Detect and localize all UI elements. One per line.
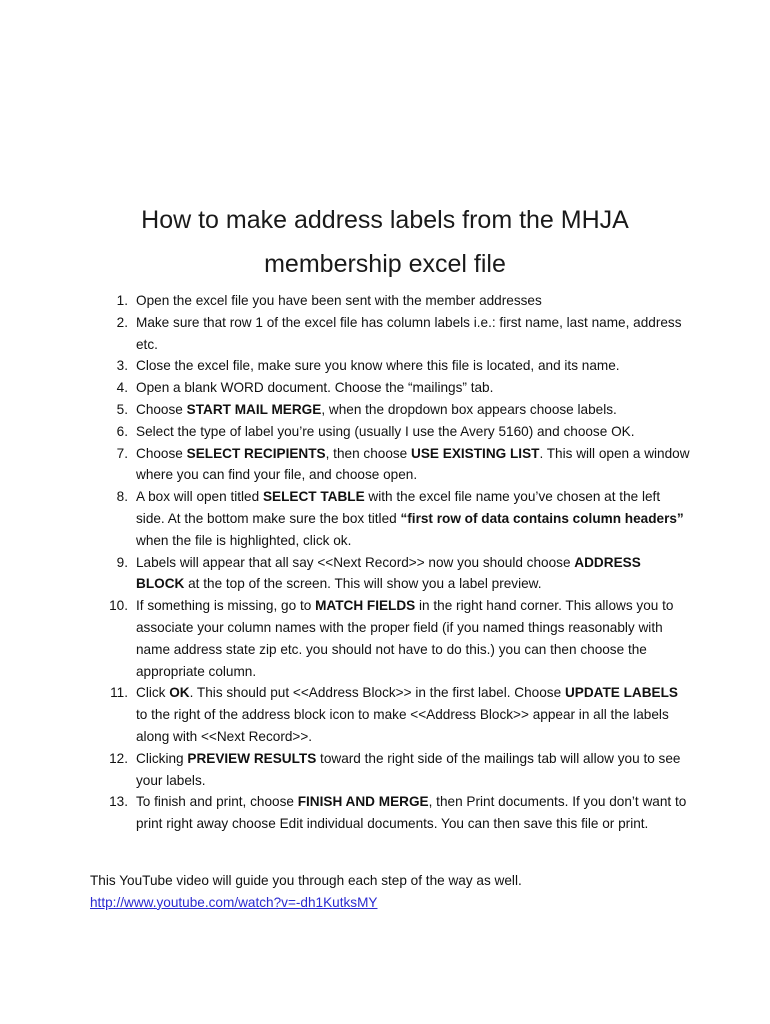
step-text-run: Close the excel file, make sure you know where this file is located, and its name. bbox=[136, 358, 620, 374]
step-keyword: FINISH AND MERGE bbox=[297, 794, 429, 810]
step-number: 7. bbox=[116, 445, 128, 461]
step-number: 12. bbox=[109, 750, 128, 766]
step-text bbox=[136, 293, 542, 308]
step-number: 13. bbox=[109, 794, 128, 810]
list-item bbox=[102, 377, 692, 399]
step-number: 10. bbox=[109, 598, 128, 614]
step-number: 5. bbox=[116, 401, 128, 417]
steps-list bbox=[102, 290, 692, 835]
step-text bbox=[136, 358, 620, 373]
step-number: 3. bbox=[116, 358, 128, 374]
list-item bbox=[102, 791, 692, 835]
step-text-run: A box will open titled bbox=[136, 489, 263, 505]
step-text bbox=[136, 794, 686, 831]
step-text bbox=[136, 751, 680, 788]
title-line-2: membership excel file bbox=[264, 250, 506, 278]
step-text bbox=[136, 446, 690, 483]
list-item bbox=[102, 290, 692, 312]
step-text bbox=[136, 598, 673, 678]
step-text-run: To finish and print, choose bbox=[136, 794, 298, 810]
step-text-run: in the right hand corner. This allows you to associate your column names with the proper field (if you named things reasonably with name address state zip etc. you should not have to do this.) you can then choose the appropriate column. bbox=[136, 598, 674, 679]
step-number: 4. bbox=[116, 380, 128, 396]
step-text bbox=[136, 402, 617, 417]
step-keyword: START MAIL MERGE bbox=[186, 401, 322, 417]
step-text bbox=[136, 424, 635, 439]
step-keyword: PREVIEW RESULTS bbox=[187, 750, 317, 766]
step-text bbox=[136, 685, 678, 744]
step-text bbox=[136, 315, 682, 352]
step-text-run: Choose bbox=[136, 445, 187, 461]
list-item bbox=[102, 682, 692, 747]
step-text bbox=[136, 380, 493, 395]
step-text-run: . This will open a window where you can find your file, and choose open. bbox=[136, 445, 690, 483]
step-number: 2. bbox=[116, 314, 128, 330]
step-text-run: to the right of the address block icon to make <<Address Block>> appear in all the labels along with <<Next Record>>. bbox=[136, 707, 669, 744]
step-text-run: Clicking bbox=[136, 750, 188, 766]
list-item bbox=[102, 486, 692, 551]
title-line-1: How to make address labels from the MHJA bbox=[141, 206, 629, 234]
step-text-run: Open the excel file you have been sent with the member addresses bbox=[136, 293, 542, 308]
step-text-run: Labels will appear that all say <<Next Record>> now you should choose bbox=[136, 554, 575, 570]
step-text bbox=[136, 555, 641, 592]
step-text-run: at the top of the screen. This will show you a label preview. bbox=[184, 576, 542, 592]
step-text-run: , when the dropdown box appears choose labels. bbox=[321, 401, 617, 417]
step-number: 6. bbox=[116, 423, 128, 439]
step-number: 1. bbox=[116, 293, 128, 308]
step-text-run: If something is missing, go to bbox=[136, 598, 316, 614]
step-text-run: toward the right side of the mailings tab will allow you to see your labels. bbox=[136, 750, 681, 788]
step-text-run: when the file is highlighted, click ok. bbox=[136, 532, 352, 548]
step-number: 8. bbox=[116, 489, 128, 505]
step-text-run: Make sure that row 1 of the excel file has column labels i.e.: first name, last name, address etc. bbox=[136, 314, 682, 352]
step-text-run: , then Print documents. If you don’t want to print right away choose Edit individual documents. You can then save this file or print. bbox=[136, 794, 687, 832]
step-keyword: UPDATE LABELS bbox=[564, 685, 678, 701]
youtube-link[interactable]: http://www.youtube.com/watch?v=-dh1KutksMY bbox=[90, 894, 378, 910]
step-text-run: with the excel file name you’ve chosen at the left side. At the bottom make sure the box titled bbox=[136, 489, 661, 526]
step-text-run: Select the type of label you’re using (usually I use the Avery 5160) and choose OK. bbox=[136, 423, 635, 439]
list-item bbox=[102, 748, 692, 792]
step-text-run: . This should put <<Address Block>> in the first label. Choose bbox=[189, 685, 565, 701]
footer-text: This YouTube video will guide you through each step of the way as well. bbox=[90, 873, 522, 888]
step-text bbox=[136, 489, 684, 548]
step-keyword: OK bbox=[169, 685, 190, 701]
list-item bbox=[102, 312, 692, 356]
step-keyword: USE EXISTING LIST bbox=[411, 445, 540, 461]
step-keyword: “first row of data contains column headers” bbox=[400, 510, 684, 526]
list-item bbox=[102, 355, 692, 377]
step-text-run: Open a blank WORD document. Choose the “mailings” tab. bbox=[136, 380, 494, 396]
step-number: 9. bbox=[116, 554, 128, 570]
step-keyword: ADDRESS BLOCK bbox=[136, 554, 641, 592]
document-title bbox=[90, 198, 680, 286]
step-number: 11. bbox=[110, 685, 128, 701]
list-item bbox=[102, 421, 692, 443]
step-keyword: SELECT RECIPIENTS bbox=[186, 445, 326, 461]
step-keyword: SELECT TABLE bbox=[262, 489, 365, 505]
list-item bbox=[102, 552, 692, 596]
list-item bbox=[102, 443, 692, 487]
step-text-run: Choose bbox=[136, 401, 187, 417]
footer bbox=[90, 870, 690, 914]
list-item bbox=[102, 595, 692, 682]
step-text-run: , then choose bbox=[325, 445, 412, 461]
step-text-run: Click bbox=[136, 685, 170, 701]
list-item bbox=[102, 399, 692, 421]
step-keyword: MATCH FIELDS bbox=[315, 598, 416, 614]
